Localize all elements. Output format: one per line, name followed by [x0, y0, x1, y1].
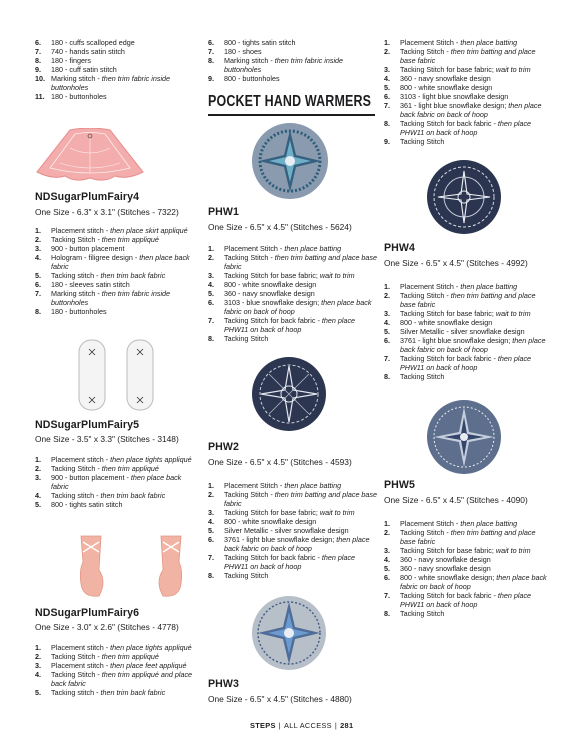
list-item: [208, 481, 378, 490]
step-instruction: then place PHW11 on back of hoop: [224, 316, 356, 334]
footer-separator: |: [334, 721, 338, 730]
list-item: [208, 553, 378, 571]
step-text: 360 - navy snowflake design: [400, 74, 491, 83]
step-number: 5.: [384, 564, 390, 573]
step-instruction: then trim batting and place base fabric: [400, 291, 536, 309]
list-item: [35, 92, 200, 101]
list-item: [208, 56, 378, 74]
phw1-size: One Size - 6.5" x 4.5" (Stitches - 5624): [208, 222, 352, 232]
step-number: 8.: [208, 571, 214, 580]
step-text: Tacking Stitch: [400, 372, 445, 381]
step-text: Tacking Stitch -: [51, 464, 102, 473]
step-number: 4.: [208, 517, 214, 526]
step-number: 7.: [35, 289, 41, 298]
list-item: [208, 316, 378, 334]
list-item: [208, 298, 378, 316]
list-item: [384, 555, 552, 564]
step-text: Tacking Stitch for back fabric -: [400, 354, 498, 363]
step-text: Tacking Stitch: [224, 334, 269, 343]
step-text: 900 - button placement -: [51, 473, 131, 482]
step-number: 3.: [35, 244, 41, 253]
step-instruction: then place batting: [460, 282, 518, 291]
list-item: [35, 652, 200, 661]
step-number: 5.: [35, 271, 41, 280]
step-text: 800 - buttonholes: [224, 74, 280, 83]
step-number: 5.: [384, 83, 390, 92]
list-item: [35, 235, 200, 244]
step-text: Tacking Stitch for back fabric -: [224, 553, 322, 562]
list-item: [208, 74, 378, 83]
step-text: 361 - light blue snowflake design;: [400, 101, 509, 110]
list-item: [35, 244, 200, 253]
list-item: [208, 490, 378, 508]
step-number: 4.: [384, 555, 390, 564]
step-number: 3.: [208, 508, 214, 517]
step-text: 800 - white snowflake design: [224, 280, 317, 289]
step-number: 7.: [35, 47, 41, 56]
list-item: [384, 327, 552, 336]
step-text: 360 - navy snowflake design: [400, 564, 491, 573]
list-item: [35, 670, 200, 688]
step-list: [208, 481, 378, 580]
list-item: [384, 309, 552, 318]
step-text: Tacking Stitch for back fabric -: [400, 591, 498, 600]
list-item: [384, 336, 552, 354]
step-text: Placement stitch -: [51, 226, 111, 235]
step-number: 6.: [384, 92, 390, 101]
step-number: 7.: [384, 101, 390, 110]
list-item: [208, 47, 378, 56]
list-item: [384, 609, 552, 618]
step-number: 8.: [35, 307, 41, 316]
step-number: 4.: [35, 253, 41, 262]
step-number: 3.: [384, 309, 390, 318]
step-instruction: then place batting: [460, 519, 518, 528]
phw3-title: PHW3: [208, 678, 240, 690]
step-number: 8.: [208, 334, 214, 343]
step-instruction: then place feet appliqué: [110, 661, 187, 670]
step-instruction: wait to trim: [495, 309, 531, 318]
step-instruction: then trim fabric inside buttonholes: [51, 74, 171, 92]
step-text: 800 - white snowflake design: [400, 83, 493, 92]
list-item: [384, 83, 552, 92]
list-item: [384, 74, 552, 83]
step-text: Silver Metallic - silver snowflake design: [224, 526, 349, 535]
list-item: [35, 65, 200, 74]
list-item: [384, 573, 552, 591]
list-item: [35, 688, 200, 697]
step-text: Tacking stitch -: [51, 491, 101, 500]
list-item: [208, 526, 378, 535]
step-number: 6.: [35, 38, 41, 47]
step-number: 1.: [384, 38, 390, 47]
step-text: Tacking Stitch for base fabric;: [400, 65, 496, 74]
step-number: 7.: [208, 553, 214, 562]
step-instruction: then place back fabric: [51, 473, 182, 491]
step-text: Placement Stitch -: [224, 244, 285, 253]
list-item: [208, 271, 378, 280]
step-text: Marking stitch -: [51, 289, 102, 298]
step-number: 6.: [208, 535, 214, 544]
list-item: [384, 372, 552, 381]
step-instruction: wait to trim: [495, 546, 531, 555]
step-number: 3.: [35, 661, 41, 670]
step-instruction: then place back fabric on back of hoop: [400, 336, 546, 354]
step-list: [208, 244, 378, 343]
fairy6-embroidery-image: [73, 530, 183, 600]
step-number: 5.: [35, 500, 41, 509]
step-text: 800 - white snowflake design: [400, 318, 493, 327]
step-number: 9.: [35, 65, 41, 74]
phw1-title: PHW1: [208, 206, 240, 218]
list-item: [384, 591, 552, 609]
step-text: 3761 - light blue snowflake design;: [400, 336, 513, 345]
list-item: [35, 500, 200, 509]
step-text: Placement stitch -: [51, 643, 111, 652]
step-number: 7.: [384, 354, 390, 363]
step-text: Placement Stitch -: [400, 38, 461, 47]
step-text: 180 - shoes: [224, 47, 262, 56]
step-text: Tacking Stitch -: [224, 253, 275, 262]
step-text: 740 - hands satin stitch: [51, 47, 125, 56]
step-text: Placement Stitch -: [400, 519, 461, 528]
step-number: 7.: [208, 316, 214, 325]
step-instruction: then place batting: [284, 244, 342, 253]
step-text: Tacking stitch -: [51, 271, 101, 280]
step-instruction: then place PHW11 on back of hoop: [400, 591, 532, 609]
step-instruction: then trim back fabric: [100, 271, 166, 280]
step-text: 3103 - light blue snowflake design: [400, 92, 509, 101]
list-item: [208, 289, 378, 298]
page-number: 281: [340, 721, 354, 730]
step-text: 180 - sleeves satin stitch: [51, 280, 130, 289]
step-instruction: then trim batting and place base fabric: [224, 253, 378, 271]
step-instruction: then trim back fabric: [100, 688, 166, 697]
step-instruction: then trim appliqué: [101, 652, 159, 661]
list-item: [35, 491, 200, 500]
step-number: 6.: [384, 336, 390, 345]
list-item: [384, 528, 552, 546]
step-number: 2.: [35, 652, 41, 661]
step-number: 6.: [208, 38, 214, 47]
step-number: 2.: [384, 528, 390, 537]
step-instruction: then place tights appliqué: [110, 455, 192, 464]
step-instruction: then place PHW11 on back of hoop: [224, 553, 356, 571]
step-instruction: then place back fabric on back of hoop: [400, 101, 542, 119]
list-item: [208, 571, 378, 580]
step-number: 2.: [384, 291, 390, 300]
step-text: Tacking Stitch -: [51, 235, 102, 244]
fairy5-embroidery-image: [75, 335, 155, 415]
step-number: 4.: [35, 670, 41, 679]
step-number: 2.: [35, 235, 41, 244]
step-list: [35, 643, 200, 697]
step-number: 3.: [384, 65, 390, 74]
step-number: 4.: [384, 74, 390, 83]
step-text: 360 - navy snowflake design: [224, 289, 315, 298]
phw1-embroidery-image: [251, 122, 329, 200]
fairy4-size: One Size - 6.3" x 3.1" (Stitches - 7322): [35, 207, 179, 217]
list-item: [35, 47, 200, 56]
step-number: 2.: [35, 464, 41, 473]
list-item: [35, 226, 200, 235]
list-item: [384, 47, 552, 65]
fairy5-size: One Size - 3.5" x 3.3" (Stitches - 3148): [35, 434, 179, 444]
phw3-size: One Size - 6.5" x 4.5" (Stitches - 4880): [208, 694, 352, 704]
step-text: Tacking Stitch -: [224, 490, 275, 499]
step-number: 5.: [208, 526, 214, 535]
step-number: 10.: [35, 74, 45, 83]
step-number: 2.: [208, 490, 214, 499]
step-text: 800 - tights satin stitch: [224, 38, 296, 47]
step-text: Tacking Stitch -: [400, 528, 451, 537]
step-text: Tacking Stitch: [400, 137, 445, 146]
step-number: 9.: [208, 74, 214, 83]
step-instruction: then place back fabric on back of hoop: [400, 573, 547, 591]
step-number: 9.: [384, 137, 390, 146]
step-instruction: then trim appliqué: [101, 235, 159, 244]
step-instruction: then place tights appliqué: [110, 643, 192, 652]
step-instruction: then place PHW11 on back of hoop: [400, 354, 532, 372]
step-text: Marking stitch -: [224, 56, 275, 65]
step-number: 3.: [208, 271, 214, 280]
fairy4-title: NDSugarPlumFairy4: [35, 191, 140, 203]
list-item: [384, 318, 552, 327]
list-item: [384, 119, 552, 137]
fairy6-title: NDSugarPlumFairy6: [35, 607, 140, 619]
list-item: [35, 473, 200, 491]
phw4-size: One Size - 6.5" x 4.5" (Stitches - 4992): [384, 258, 528, 268]
list-item: [35, 289, 200, 307]
step-number: 8.: [35, 56, 41, 65]
step-text: 800 - white snowflake design: [224, 517, 317, 526]
step-instruction: then trim batting and place base fabric: [400, 528, 536, 546]
step-number: 4.: [208, 280, 214, 289]
step-number: 1.: [384, 282, 390, 291]
list-item: [208, 517, 378, 526]
phw5-title: PHW5: [384, 479, 416, 491]
step-text: Placement stitch -: [51, 455, 111, 464]
list-item: [384, 546, 552, 555]
list-item: [208, 38, 378, 47]
list-item: [35, 38, 200, 47]
step-number: 1.: [35, 455, 41, 464]
list-item: [35, 464, 200, 473]
step-instruction: then trim batting and place base fabric: [224, 490, 378, 508]
step-text: Tacking Stitch for base fabric;: [224, 271, 320, 280]
step-text: 180 - fingers: [51, 56, 91, 65]
phw2-size: One Size - 6.5" x 4.5" (Stitches - 4593): [208, 457, 352, 467]
step-text: 800 - tights satin stitch: [51, 500, 123, 509]
list-item: [35, 271, 200, 280]
step-text: 180 - cuffs scalloped edge: [51, 38, 135, 47]
fairy4-embroidery-image: [35, 128, 145, 183]
step-number: 6.: [35, 280, 41, 289]
step-instruction: then place PHW11 on back of hoop: [400, 119, 532, 137]
step-text: Silver Metallic - silver snowflake design: [400, 327, 525, 336]
list-item: [35, 74, 200, 92]
step-number: 1.: [384, 519, 390, 528]
list-item: [35, 280, 200, 289]
list-item: [35, 56, 200, 65]
list-item: [35, 307, 200, 316]
step-instruction: then trim fabric inside buttonholes: [224, 56, 344, 74]
list-item: [35, 661, 200, 670]
list-item: [35, 253, 200, 271]
phw3-embroidery-image: [251, 595, 327, 671]
step-number: 3.: [35, 473, 41, 482]
step-number: 5.: [384, 327, 390, 336]
step-number: 1.: [208, 481, 214, 490]
step-text: Tacking Stitch for base fabric;: [400, 309, 496, 318]
step-text: Tacking Stitch: [224, 571, 269, 580]
step-instruction: wait to trim: [495, 65, 531, 74]
list-item: [384, 65, 552, 74]
list-item: [35, 643, 200, 652]
list-item: [384, 519, 552, 528]
step-text: 3103 - blue snowflake design;: [224, 298, 322, 307]
step-number: 6.: [384, 573, 390, 582]
step-text: Tacking Stitch -: [400, 47, 451, 56]
step-text: 180 - buttonholes: [51, 307, 107, 316]
step-number: 1.: [208, 244, 214, 253]
section-title: POCKET HAND WARMERS: [208, 93, 372, 110]
phw4-embroidery-image: [426, 159, 502, 235]
step-instruction: then trim appliqué and place back fabric: [51, 670, 193, 688]
step-instruction: then place skirt appliqué: [110, 226, 188, 235]
footer-separator: |: [278, 721, 281, 730]
step-text: 180 - cuff satin stitch: [51, 65, 117, 74]
list-item: [384, 291, 552, 309]
step-number: 1.: [35, 226, 41, 235]
step-instruction: wait to trim: [319, 508, 355, 517]
step-instruction: then place back fabric on back of hoop: [224, 298, 372, 316]
step-text: Tacking Stitch: [400, 609, 445, 618]
step-number: 7.: [384, 591, 390, 600]
step-number: 4.: [35, 491, 41, 500]
list-item: [384, 137, 552, 146]
fairy6-size: One Size - 3.0" x 2.6" (Stitches - 4778): [35, 622, 179, 632]
list-item: [35, 455, 200, 464]
step-list: [35, 455, 200, 509]
step-number: 8.: [208, 56, 214, 65]
step-number: 2.: [384, 47, 390, 56]
step-instruction: wait to trim: [319, 271, 355, 280]
step-text: Marking stitch -: [51, 74, 102, 83]
step-text: 800 - white snowflake design;: [400, 573, 497, 582]
step-number: 3.: [384, 546, 390, 555]
step-list: [384, 38, 552, 146]
step-number: 4.: [384, 318, 390, 327]
step-text: Placement Stitch -: [400, 282, 461, 291]
step-text: Tacking Stitch for base fabric;: [400, 546, 496, 555]
step-text: Tacking Stitch -: [51, 652, 102, 661]
step-text: Tacking Stitch for back fabric -: [400, 119, 498, 128]
list-item: [384, 354, 552, 372]
step-text: Placement Stitch -: [224, 481, 285, 490]
list-item: [384, 101, 552, 119]
list-item: [208, 508, 378, 517]
phw5-size: One Size - 6.5" x 4.5" (Stitches - 4090): [384, 495, 528, 505]
step-number: 8.: [384, 372, 390, 381]
step-list: [384, 519, 552, 618]
step-instruction: then place batting: [284, 481, 342, 490]
step-list: [208, 38, 378, 83]
step-instruction: then place batting: [460, 38, 518, 47]
step-list: [384, 282, 552, 381]
step-number: 5.: [208, 289, 214, 298]
step-text: Tacking stitch -: [51, 688, 101, 697]
step-number: 7.: [208, 47, 214, 56]
step-text: Tacking Stitch for back fabric -: [224, 316, 322, 325]
step-number: 8.: [384, 609, 390, 618]
list-item: [384, 38, 552, 47]
step-number: 11.: [35, 92, 45, 101]
phw2-embroidery-image: [251, 356, 327, 432]
list-item: [384, 564, 552, 573]
step-instruction: then trim back fabric: [100, 491, 166, 500]
fairy5-title: NDSugarPlumFairy5: [35, 419, 140, 431]
footer-section: ALL ACCESS: [283, 721, 332, 730]
step-text: 360 - navy snowflake design: [400, 555, 491, 564]
phw5-embroidery-image: [426, 399, 502, 475]
list-item: [384, 282, 552, 291]
step-text: 900 - button placement: [51, 244, 125, 253]
footer-brand: STEPS: [250, 721, 276, 730]
list-item: [208, 244, 378, 253]
section-divider: [208, 114, 375, 116]
page-footer: [250, 721, 353, 730]
list-item: [384, 92, 552, 101]
phw2-title: PHW2: [208, 441, 240, 453]
list-item: [208, 253, 378, 271]
step-number: 2.: [208, 253, 214, 262]
step-number: 8.: [384, 119, 390, 128]
step-text: Tacking Stitch -: [400, 291, 451, 300]
step-number: 1.: [35, 643, 41, 652]
step-instruction: then trim batting and place base fabric: [400, 47, 536, 65]
step-number: 5.: [35, 688, 41, 697]
step-text: 3761 - light blue snowflake design;: [224, 535, 337, 544]
step-text: Tacking Stitch for base fabric;: [224, 508, 320, 517]
step-number: 6.: [208, 298, 214, 307]
step-instruction: then place back fabric on back of hoop: [224, 535, 370, 553]
phw4-title: PHW4: [384, 242, 416, 254]
step-instruction: then trim appliqué: [101, 464, 159, 473]
step-text: Placement stitch -: [51, 661, 111, 670]
list-item: [208, 334, 378, 343]
step-text: 180 - buttonholes: [51, 92, 107, 101]
step-list: [35, 226, 200, 316]
list-item: [208, 280, 378, 289]
step-list: [35, 38, 200, 101]
step-text: Hologram - filigree design -: [51, 253, 140, 262]
step-text: Tacking Stitch -: [51, 670, 102, 679]
step-instruction: then trim fabric inside buttonholes: [51, 289, 171, 307]
list-item: [208, 535, 378, 553]
step-instruction: then place back fabric: [51, 253, 190, 271]
